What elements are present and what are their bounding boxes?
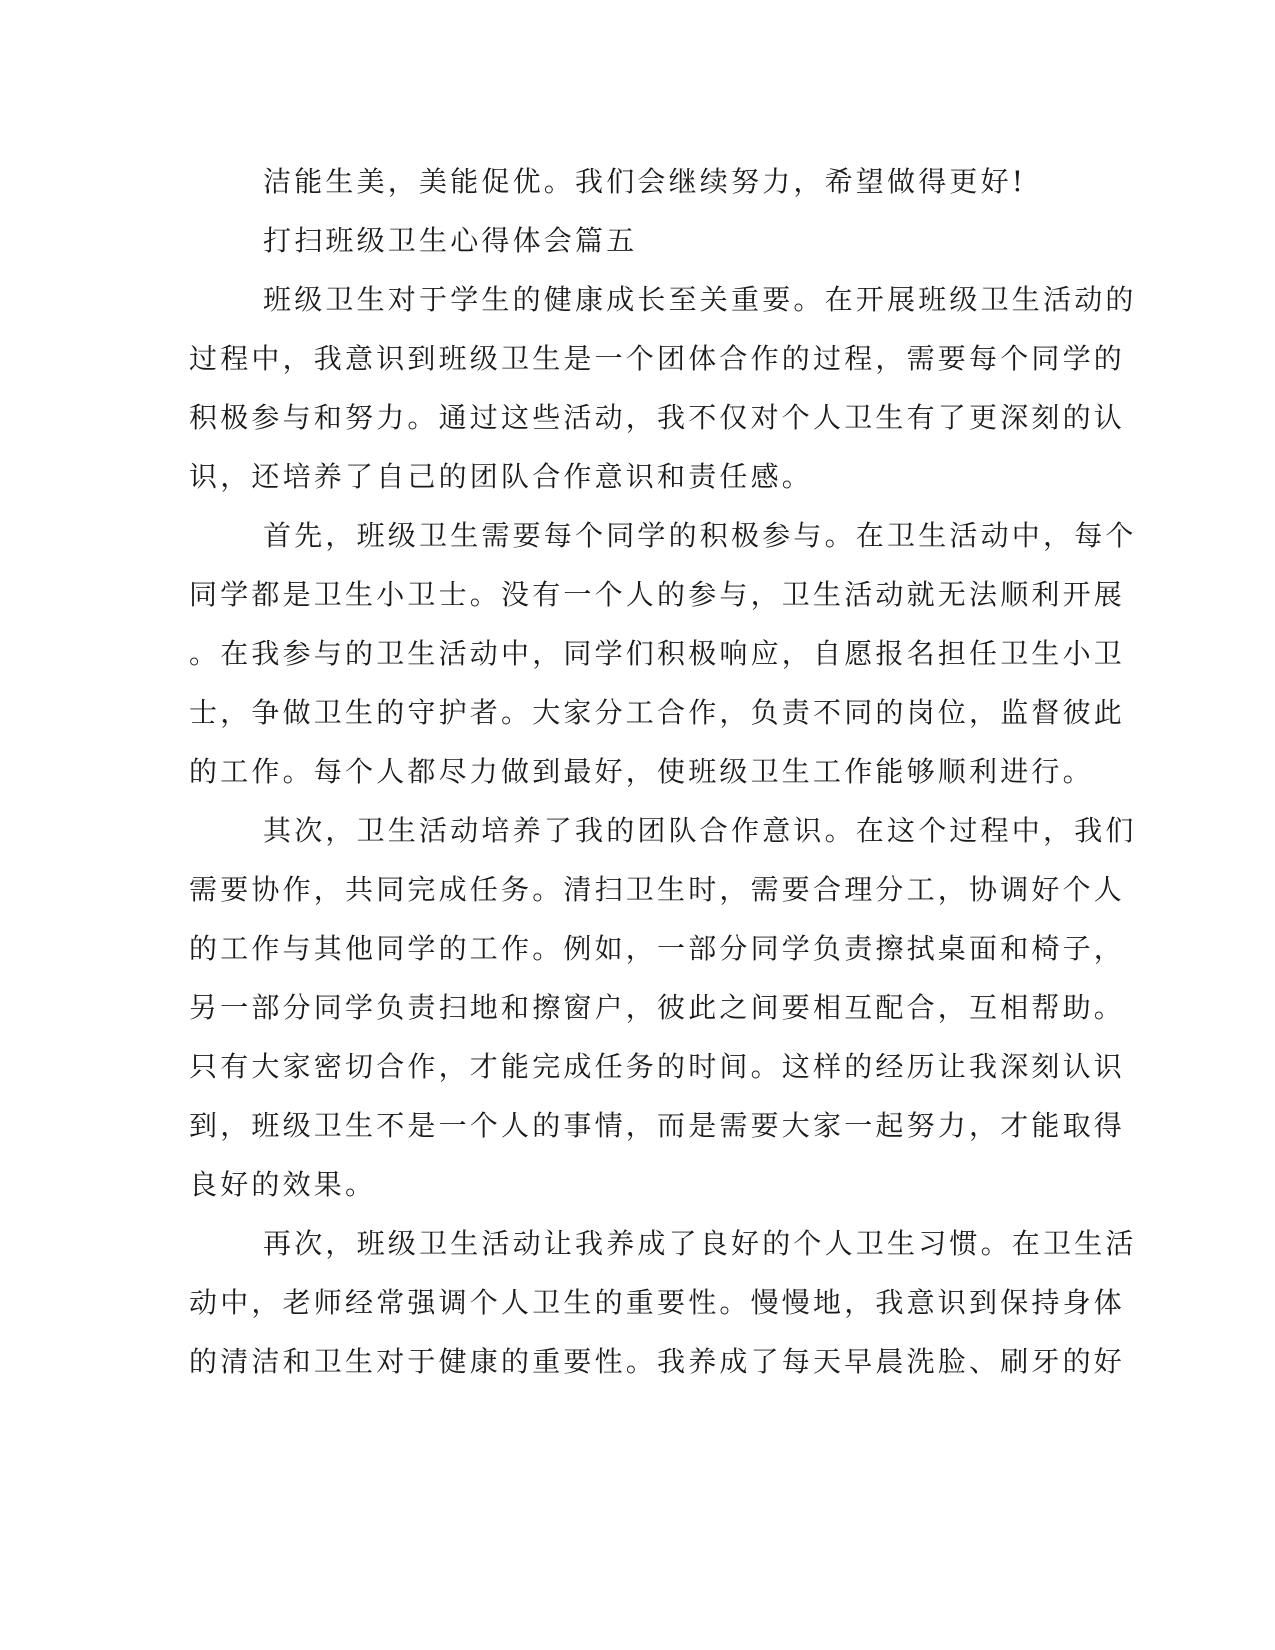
- paragraph-1-line-2: 过程中，我意识到班级卫生是一个团体合作的过程，需要每个同学的: [189, 342, 1126, 375]
- paragraph-3-line-5: 只有大家密切合作，才能完成任务的时间。这样的经历让我深刻认识: [189, 1050, 1126, 1083]
- paragraph-4-line-2: 动中，老师经常强调个人卫生的重要性。慢慢地，我意识到保持身体: [189, 1286, 1126, 1319]
- paragraph-3-line-6: 到，班级卫生不是一个人的事情，而是需要大家一起努力，才能取得: [189, 1109, 1126, 1142]
- paragraph-3-line-2: 需要协作，共同完成任务。清扫卫生时，需要合理分工，协调好个人: [189, 873, 1126, 906]
- section-heading: 打扫班级卫生心得体会篇五: [263, 224, 638, 257]
- paragraph-2-line-2: 同学都是卫生小卫士。没有一个人的参与，卫生活动就无法顺利开展: [189, 578, 1126, 611]
- paragraph-1-line-3: 积极参与和努力。通过这些活动，我不仅对个人卫生有了更深刻的认: [189, 401, 1126, 434]
- paragraph-3-line-1: 其次，卫生活动培养了我的团队合作意识。在这个过程中，我们: [263, 814, 1137, 847]
- paragraph-4-line-3: 的清洁和卫生对于健康的重要性。我养成了每天早晨洗脸、刷牙的好: [189, 1345, 1126, 1378]
- paragraph-1-line-1: 班级卫生对于学生的健康成长至关重要。在开展班级卫生活动的: [263, 283, 1137, 316]
- paragraph-2-line-1: 首先，班级卫生需要每个同学的积极参与。在卫生活动中，每个: [263, 519, 1137, 552]
- paragraph-1-line-4: 识，还培养了自己的团队合作意识和责任感。: [189, 460, 814, 493]
- paragraph-2-line-5: 的工作。每个人都尽力做到最好，使班级卫生工作能够顺利进行。: [189, 755, 1094, 788]
- paragraph-2-line-4: 士，争做卫生的守护者。大家分工合作，负责不同的岗位，监督彼此: [189, 696, 1126, 729]
- paragraph-3-line-3: 的工作与其他同学的工作。例如，一部分同学负责擦拭桌面和椅子，: [189, 932, 1126, 965]
- paragraph-3-line-4: 另一部分同学负责扫地和擦窗户，彼此之间要相互配合，互相帮助。: [189, 991, 1126, 1024]
- paragraph-4-line-1: 再次，班级卫生活动让我养成了良好的个人卫生习惯。在卫生活: [263, 1227, 1137, 1260]
- paragraph-closing-line: 洁能生美，美能促优。我们会继续努力，希望做得更好!: [263, 165, 1027, 198]
- paragraph-3-line-7: 良好的效果。: [189, 1168, 377, 1201]
- paragraph-2-line-3: 。在我参与的卫生活动中，同学们积极响应，自愿报名担任卫生小卫: [189, 637, 1126, 670]
